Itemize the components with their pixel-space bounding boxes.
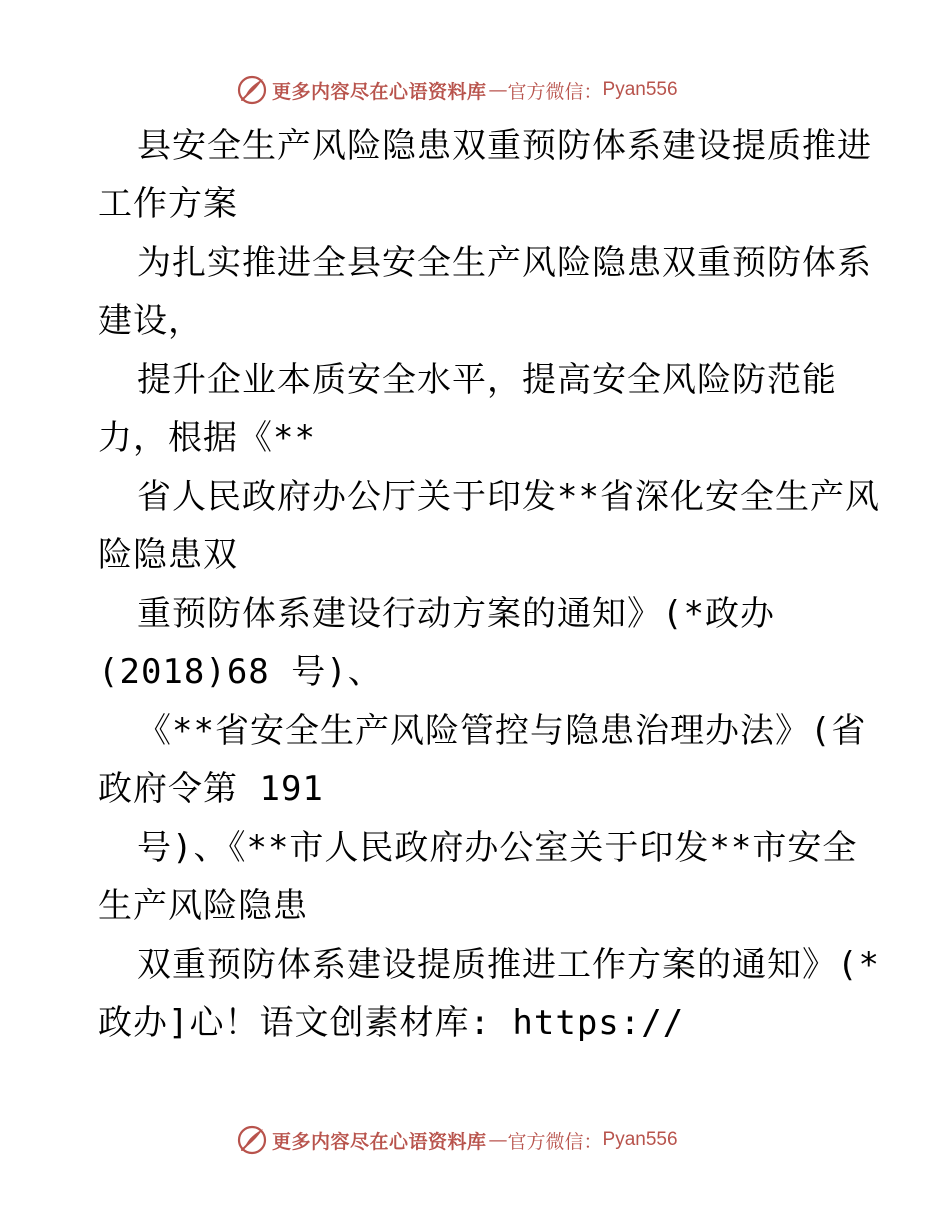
header-wechat-account: Pyan556 — [602, 79, 678, 100]
header-slogan: 更多内容尽在心语资料库 — [272, 80, 487, 103]
paragraph-line: 力，根据《** — [98, 418, 316, 458]
paragraph-line: 双重预防体系建设提质推进工作方案的通知》(* — [137, 945, 880, 985]
paragraph-line: 为扎实推进全县安全生产风险隐患双重预防体系 — [137, 243, 872, 283]
title-line-1: 县安全生产风险隐患双重预防体系建设提质推进 — [137, 126, 872, 166]
paragraph-line: 险隐患双 — [98, 535, 238, 575]
paragraph-line: 建设， — [98, 301, 203, 341]
quill-logo-icon — [236, 1124, 268, 1156]
paragraph-line: 政办]心！语文创素材库: https:// — [98, 1003, 685, 1043]
header-banner — [236, 73, 678, 107]
title-line-2: 工作方案 — [98, 184, 238, 224]
paragraph-line: 号)、《**市人民政府办公室关于印发**市安全 — [137, 828, 858, 868]
quill-logo-icon — [236, 74, 268, 106]
footer-wechat-label: 官方微信： — [507, 1130, 603, 1153]
footer-separator: — — [488, 1129, 506, 1151]
paragraph-line: 政府令第 191 — [98, 769, 324, 809]
header-separator: — — [488, 79, 506, 101]
paragraph-line: 《**省安全生产风险管控与隐患治理办法》(省 — [137, 711, 867, 751]
footer-banner — [236, 1123, 678, 1157]
footer-slogan: 更多内容尽在心语资料库 — [272, 1130, 487, 1153]
paragraph-line: 重预防体系建设行动方案的通知》(*政办 — [137, 594, 775, 634]
footer-wechat-account: Pyan556 — [602, 1129, 678, 1150]
header-wechat-label: 官方微信： — [507, 80, 603, 103]
paragraph-line: (2018)68 号)、 — [98, 652, 383, 692]
paragraph-line: 省人民政府办公厅关于印发**省深化安全生产风 — [137, 477, 880, 517]
paragraph-line: 提升企业本质安全水平，提高安全风险防范能 — [137, 360, 837, 400]
paragraph-line: 生产风险隐患 — [98, 886, 308, 926]
